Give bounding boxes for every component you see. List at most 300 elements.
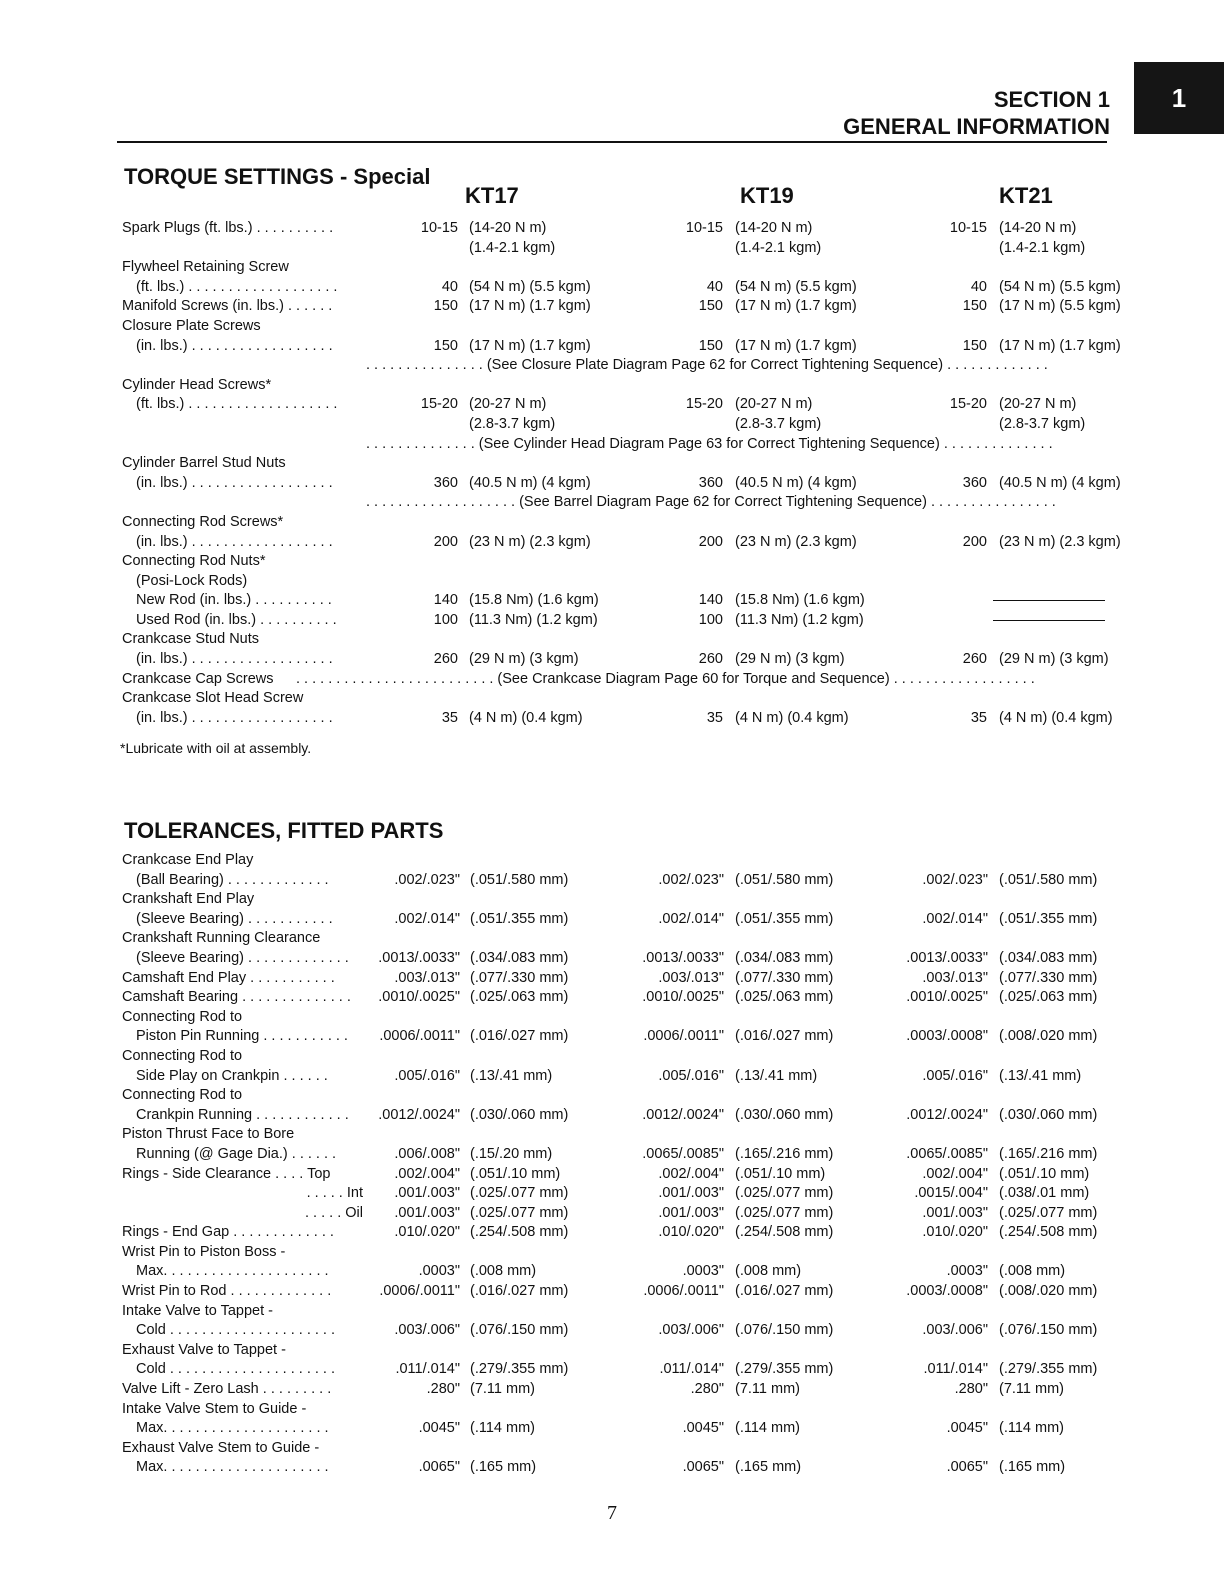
row-label: Running (@ Gage Dia.) . . . . . . bbox=[136, 1145, 337, 1162]
table-row bbox=[0, 513, 1224, 533]
value-kt21: 260 bbox=[962, 651, 987, 668]
value-kt19: 150 bbox=[698, 337, 723, 354]
table-row bbox=[0, 1380, 1224, 1400]
value-kt17: .003/.006" bbox=[394, 1322, 460, 1339]
value-kt19: .0010/.0025" bbox=[642, 989, 724, 1006]
row-label: Piston Pin Running . . . . . . . . . . . bbox=[136, 1028, 348, 1045]
value-kt21: .0015/.004" bbox=[914, 1185, 988, 1202]
model-header-kt21: KT21 bbox=[999, 183, 1053, 208]
page-number: 7 bbox=[607, 1502, 617, 1524]
metric-kt17: (.025/.063 mm) bbox=[470, 989, 569, 1006]
value-kt21: .0045" bbox=[946, 1420, 988, 1437]
metric-kt19: (.165 mm) bbox=[735, 1459, 802, 1476]
metric-kt19: (17 N m) (1.7 kgm) bbox=[735, 337, 857, 354]
table-row bbox=[0, 356, 1224, 376]
value-kt21: .002/.023" bbox=[922, 871, 988, 888]
value-kt19: 150 bbox=[698, 298, 723, 315]
metric-kt19: (.279/.355 mm) bbox=[735, 1361, 834, 1378]
table-row bbox=[0, 851, 1224, 871]
metric-kt21: (.025/.063 mm) bbox=[999, 989, 1098, 1006]
value-kt17: .0003" bbox=[418, 1263, 460, 1280]
row-note: . . . . . . . . . . . . . . . (See Closure Plate Diagram Page 62 for Correct Tightening Sequence) . . . . . . . . . . . . . bbox=[366, 357, 1048, 374]
table-row bbox=[0, 1262, 1224, 1282]
value-kt19: .0006/.0011" bbox=[643, 1283, 724, 1300]
value-kt21: .0003" bbox=[946, 1263, 988, 1280]
value-kt17: .0006/.0011" bbox=[379, 1028, 460, 1045]
value-kt21: .0010/.0025" bbox=[906, 989, 988, 1006]
table-row bbox=[0, 395, 1224, 415]
table-row bbox=[0, 910, 1224, 930]
value-kt17: 15-20 bbox=[420, 396, 458, 413]
value-kt21: 10-15 bbox=[949, 220, 987, 236]
value-kt19: .002/.004" bbox=[658, 1165, 724, 1182]
metric-kt21: (.030/.060 mm) bbox=[999, 1106, 1098, 1123]
row-label: Crankcase Cap Screws bbox=[122, 670, 274, 687]
lubrication-note: *Lubricate with oil at assembly. bbox=[120, 740, 312, 756]
value-kt19: .011/.014" bbox=[659, 1361, 724, 1378]
row-label: Cylinder Head Screws* bbox=[122, 376, 272, 393]
row-label: Crankpin Running . . . . . . . . . . . . bbox=[136, 1106, 349, 1123]
table-row bbox=[0, 1282, 1224, 1302]
table-row bbox=[0, 415, 1224, 435]
row-label: Spark Plugs (ft. lbs.) . . . . . . . . . . bbox=[122, 220, 334, 236]
row-label: Crankcase Slot Head Screw bbox=[122, 690, 304, 707]
value-kt19: .0003" bbox=[682, 1263, 724, 1280]
value-kt17: .001/.003" bbox=[394, 1204, 460, 1221]
table-row bbox=[0, 871, 1224, 891]
row-label: Max. . . . . . . . . . . . . . . . . . . . . bbox=[136, 1459, 329, 1476]
model-header-kt17: KT17 bbox=[465, 183, 519, 208]
table-row bbox=[0, 1145, 1224, 1165]
metric-kt17: (20-27 N m) bbox=[469, 396, 547, 413]
table-row bbox=[0, 890, 1224, 910]
section-tab-number: 1 bbox=[1171, 82, 1187, 113]
table-row bbox=[0, 278, 1224, 298]
row-label: Connecting Rod to bbox=[122, 1087, 243, 1104]
metric-kt21: (2.8-3.7 kgm) bbox=[999, 415, 1086, 432]
metric-kt21: (.008 mm) bbox=[999, 1263, 1066, 1280]
metric-kt19: (.030/.060 mm) bbox=[735, 1106, 834, 1123]
row-label: Side Play on Crankpin . . . . . . bbox=[136, 1067, 328, 1084]
value-kt17: .011/.014" bbox=[395, 1361, 460, 1378]
table-row bbox=[0, 337, 1224, 357]
metric-kt21: (.051/.580 mm) bbox=[999, 871, 1098, 888]
metric-kt21: (.076/.150 mm) bbox=[999, 1322, 1098, 1339]
value-kt17: 200 bbox=[433, 533, 458, 550]
row-label: Connecting Rod to bbox=[122, 1047, 243, 1064]
table-row bbox=[0, 239, 1224, 259]
row-label: Crankshaft Running Clearance bbox=[122, 930, 321, 947]
row-label: . . . . . Int bbox=[306, 1185, 363, 1202]
value-kt19: 360 bbox=[698, 474, 723, 491]
metric-kt21: (17 N m) (1.7 kgm) bbox=[999, 337, 1121, 354]
metric-kt19: (.025/.077 mm) bbox=[735, 1204, 834, 1221]
metric-kt19: (1.4-2.1 kgm) bbox=[735, 239, 822, 256]
value-kt19: .003/.006" bbox=[658, 1322, 724, 1339]
table-row bbox=[0, 219, 1224, 239]
row-label: Wrist Pin to Rod . . . . . . . . . . . . . bbox=[122, 1283, 332, 1300]
metric-kt17: (2.8-3.7 kgm) bbox=[469, 415, 556, 432]
table-row bbox=[0, 1360, 1224, 1380]
metric-kt17: (.051/.580 mm) bbox=[470, 871, 569, 888]
table-row bbox=[0, 611, 1224, 631]
metric-kt21: (.025/.077 mm) bbox=[999, 1204, 1098, 1221]
row-label: Connecting Rod Screws* bbox=[122, 513, 284, 530]
table-row bbox=[0, 1027, 1224, 1047]
metric-kt19: (14-20 N m) bbox=[735, 220, 813, 236]
metric-kt17: (23 N m) (2.3 kgm) bbox=[469, 533, 591, 550]
value-kt17: .0065" bbox=[418, 1459, 460, 1476]
row-label: Valve Lift - Zero Lash . . . . . . . . . bbox=[122, 1381, 332, 1398]
metric-kt19: (.025/.063 mm) bbox=[735, 989, 834, 1006]
tolerances-table bbox=[0, 851, 1224, 1478]
metric-kt17: (.051/.10 mm) bbox=[470, 1165, 561, 1182]
row-label: Manifold Screws (in. lbs.) . . . . . . bbox=[122, 298, 333, 315]
row-label: Intake Valve to Tappet - bbox=[122, 1302, 274, 1319]
table-row bbox=[0, 949, 1224, 969]
row-label: Wrist Pin to Piston Boss - bbox=[122, 1243, 286, 1260]
section-heading bbox=[843, 86, 1110, 140]
row-label: Cold . . . . . . . . . . . . . . . . . . . . . bbox=[136, 1361, 336, 1378]
metric-kt17: (29 N m) (3 kgm) bbox=[469, 651, 579, 668]
row-label: Max. . . . . . . . . . . . . . . . . . . . . bbox=[136, 1263, 329, 1280]
value-kt21: .003/.006" bbox=[922, 1322, 988, 1339]
metric-kt21: (.034/.083 mm) bbox=[999, 949, 1098, 966]
table-row bbox=[0, 1184, 1224, 1204]
value-kt19: .001/.003" bbox=[658, 1204, 724, 1221]
value-kt21: 200 bbox=[962, 533, 987, 550]
metric-kt17: (15.8 Nm) (1.6 kgm) bbox=[469, 592, 599, 609]
table-row bbox=[0, 454, 1224, 474]
row-label: Exhaust Valve to Tappet - bbox=[122, 1341, 286, 1358]
value-kt17: .002/.004" bbox=[394, 1165, 460, 1182]
header-rule bbox=[117, 141, 1107, 143]
metric-kt19: (.076/.150 mm) bbox=[735, 1322, 834, 1339]
table-row bbox=[0, 1165, 1224, 1185]
value-kt21: .0065/.0085" bbox=[906, 1145, 988, 1162]
row-label: . . . . . Oil bbox=[304, 1204, 363, 1221]
value-kt17: .0013/.0033" bbox=[378, 949, 460, 966]
row-label: (Sleeve Bearing) . . . . . . . . . . . bbox=[136, 910, 333, 927]
table-row bbox=[0, 572, 1224, 592]
section-number: SECTION 1 bbox=[993, 87, 1110, 112]
row-label: Connecting Rod Nuts* bbox=[122, 553, 266, 570]
metric-kt19: (11.3 Nm) (1.2 kgm) bbox=[735, 611, 864, 628]
value-kt21: .011/.014" bbox=[923, 1361, 988, 1378]
metric-kt21: (.008/.020 mm) bbox=[999, 1283, 1098, 1300]
value-kt21: 15-20 bbox=[949, 396, 987, 413]
metric-kt21: (.165/.216 mm) bbox=[999, 1145, 1098, 1162]
value-kt19: .0065" bbox=[682, 1459, 724, 1476]
value-kt21: 40 bbox=[970, 278, 987, 295]
table-row bbox=[0, 1419, 1224, 1439]
table-row bbox=[0, 988, 1224, 1008]
metric-kt17: (.279/.355 mm) bbox=[470, 1361, 569, 1378]
metric-kt19: (29 N m) (3 kgm) bbox=[735, 651, 845, 668]
metric-kt17: (4 N m) (0.4 kgm) bbox=[469, 709, 583, 726]
metric-kt19: (.051/.580 mm) bbox=[735, 871, 834, 888]
value-kt17: 10-15 bbox=[420, 220, 458, 236]
metric-kt19: (.025/.077 mm) bbox=[735, 1185, 834, 1202]
value-kt19: .0012/.0024" bbox=[642, 1106, 724, 1123]
row-label: Rings - Side Clearance . . . . Top bbox=[122, 1165, 331, 1182]
row-label: Camshaft Bearing . . . . . . . . . . . . . . bbox=[122, 989, 351, 1006]
row-label: Crankcase End Play bbox=[122, 852, 254, 868]
metric-kt21: (7.11 mm) bbox=[999, 1381, 1064, 1398]
metric-kt19: (.051/.355 mm) bbox=[735, 910, 834, 927]
value-kt19: 100 bbox=[698, 611, 723, 628]
table-row bbox=[0, 533, 1224, 553]
value-kt19: 10-15 bbox=[685, 220, 723, 236]
metric-kt17: (11.3 Nm) (1.2 kgm) bbox=[469, 611, 598, 628]
value-kt19: .005/.016" bbox=[658, 1067, 724, 1084]
row-label: Crankcase Stud Nuts bbox=[122, 631, 260, 648]
metric-kt21: (14-20 N m) bbox=[999, 220, 1077, 236]
table-row bbox=[0, 929, 1224, 949]
table-row bbox=[0, 969, 1224, 989]
row-label: Connecting Rod to bbox=[122, 1008, 243, 1025]
table-row bbox=[0, 1125, 1224, 1145]
metric-kt19: (.051/.10 mm) bbox=[735, 1165, 826, 1182]
table-row bbox=[0, 709, 1224, 729]
row-label: Intake Valve Stem to Guide - bbox=[122, 1400, 307, 1417]
row-label: (ft. lbs.) . . . . . . . . . . . . . . . . . . . bbox=[136, 278, 338, 295]
metric-kt19: (.165/.216 mm) bbox=[735, 1145, 834, 1162]
metric-kt21: (23 N m) (2.3 kgm) bbox=[999, 533, 1121, 550]
metric-kt21: (29 N m) (3 kgm) bbox=[999, 651, 1109, 668]
metric-kt17: (.15/.20 mm) bbox=[470, 1145, 553, 1162]
metric-kt21: (54 N m) (5.5 kgm) bbox=[999, 278, 1121, 295]
metric-kt17: (.016/.027 mm) bbox=[470, 1283, 569, 1300]
table-row bbox=[0, 474, 1224, 494]
table-row bbox=[0, 1106, 1224, 1126]
row-label: Used Rod (in. lbs.) . . . . . . . . . . bbox=[136, 611, 337, 628]
value-kt21: .010/.020" bbox=[922, 1224, 988, 1241]
metric-kt17: (.13/.41 mm) bbox=[470, 1067, 553, 1084]
value-kt17: .0012/.0024" bbox=[378, 1106, 460, 1123]
table-row bbox=[0, 258, 1224, 278]
table-row bbox=[0, 1204, 1224, 1224]
metric-kt21: (40.5 N m) (4 kgm) bbox=[999, 474, 1121, 491]
metric-kt21: (.254/.508 mm) bbox=[999, 1224, 1098, 1241]
metric-kt17: (.254/.508 mm) bbox=[470, 1224, 569, 1241]
value-kt21: .0003/.0008" bbox=[906, 1283, 988, 1300]
not-applicable-dash bbox=[993, 600, 1105, 601]
row-label: (in. lbs.) . . . . . . . . . . . . . . . . . . bbox=[136, 474, 333, 491]
value-kt19: 200 bbox=[698, 533, 723, 550]
value-kt17: .0010/.0025" bbox=[378, 989, 460, 1006]
value-kt21: .0065" bbox=[946, 1459, 988, 1476]
section-title: GENERAL INFORMATION bbox=[843, 114, 1110, 139]
row-label: Camshaft End Play . . . . . . . . . . . bbox=[122, 969, 335, 986]
row-label: (in. lbs.) . . . . . . . . . . . . . . . . . . bbox=[136, 651, 333, 668]
table-row bbox=[0, 670, 1224, 690]
value-kt17: .005/.016" bbox=[394, 1067, 460, 1084]
value-kt19: 35 bbox=[706, 709, 723, 726]
row-label: Exhaust Valve Stem to Guide - bbox=[122, 1439, 320, 1456]
metric-kt19: (40.5 N m) (4 kgm) bbox=[735, 474, 857, 491]
value-kt17: 40 bbox=[441, 278, 458, 295]
table-row bbox=[0, 297, 1224, 317]
metric-kt19: (17 N m) (1.7 kgm) bbox=[735, 298, 857, 315]
torque-title: TORQUE SETTINGS - Special bbox=[124, 164, 431, 189]
row-label: Flywheel Retaining Screw bbox=[122, 259, 289, 276]
value-kt17: 140 bbox=[433, 592, 458, 609]
table-row bbox=[0, 1086, 1224, 1106]
metric-kt21: (.13/.41 mm) bbox=[999, 1067, 1082, 1084]
value-kt21: .003/.013" bbox=[922, 969, 988, 986]
metric-kt19: (.077/.330 mm) bbox=[735, 969, 834, 986]
value-kt21: .001/.003" bbox=[922, 1204, 988, 1221]
metric-kt19: (.114 mm) bbox=[735, 1420, 800, 1437]
metric-kt17: (.008 mm) bbox=[470, 1263, 537, 1280]
value-kt21: .0013/.0033" bbox=[906, 949, 988, 966]
value-kt21: .002/.004" bbox=[922, 1165, 988, 1182]
row-label: Crankshaft End Play bbox=[122, 891, 255, 908]
metric-kt17: (.077/.330 mm) bbox=[470, 969, 569, 986]
metric-kt17: (.034/.083 mm) bbox=[470, 949, 569, 966]
metric-kt17: (.051/.355 mm) bbox=[470, 910, 569, 927]
metric-kt21: (.038/.01 mm) bbox=[999, 1185, 1090, 1202]
metric-kt19: (.13/.41 mm) bbox=[735, 1067, 818, 1084]
metric-kt17: (.025/.077 mm) bbox=[470, 1185, 569, 1202]
metric-kt21: (.077/.330 mm) bbox=[999, 969, 1098, 986]
value-kt19: 260 bbox=[698, 651, 723, 668]
metric-kt17: (14-20 N m) bbox=[469, 220, 547, 236]
table-row bbox=[0, 689, 1224, 709]
row-label: Closure Plate Screws bbox=[122, 317, 261, 334]
value-kt17: .002/.014" bbox=[394, 910, 460, 927]
metric-kt17: (40.5 N m) (4 kgm) bbox=[469, 474, 591, 491]
metric-kt19: (15.8 Nm) (1.6 kgm) bbox=[735, 592, 865, 609]
value-kt17: 100 bbox=[433, 611, 458, 628]
metric-kt21: (.051/.355 mm) bbox=[999, 910, 1098, 927]
metric-kt21: (.114 mm) bbox=[999, 1420, 1064, 1437]
table-row bbox=[0, 1458, 1224, 1478]
value-kt19: .280" bbox=[690, 1381, 724, 1398]
value-kt19: .0045" bbox=[682, 1420, 724, 1437]
value-kt17: 35 bbox=[441, 709, 458, 726]
metric-kt19: (.016/.027 mm) bbox=[735, 1283, 834, 1300]
metric-kt17: (1.4-2.1 kgm) bbox=[469, 239, 556, 256]
tolerances-title: TOLERANCES, FITTED PARTS bbox=[124, 818, 444, 843]
metric-kt21: (.165 mm) bbox=[999, 1459, 1066, 1476]
metric-kt19: (.016/.027 mm) bbox=[735, 1028, 834, 1045]
value-kt21: .280" bbox=[954, 1381, 988, 1398]
table-row bbox=[0, 1341, 1224, 1361]
value-kt21: .002/.014" bbox=[922, 910, 988, 927]
metric-kt17: (.030/.060 mm) bbox=[470, 1106, 569, 1123]
metric-kt19: (54 N m) (5.5 kgm) bbox=[735, 278, 857, 295]
row-label: (ft. lbs.) . . . . . . . . . . . . . . . . . . . bbox=[136, 396, 338, 413]
row-note: . . . . . . . . . . . . . . (See Cylinder Head Diagram Page 63 for Correct Tightening Sequence) . . . . . . . . . . . . . . bbox=[366, 435, 1053, 452]
table-row bbox=[0, 493, 1224, 513]
table-row bbox=[0, 1243, 1224, 1263]
metric-kt19: (.008 mm) bbox=[735, 1263, 802, 1280]
metric-kt21: (4 N m) (0.4 kgm) bbox=[999, 709, 1113, 726]
value-kt17: .280" bbox=[426, 1381, 460, 1398]
table-row bbox=[0, 650, 1224, 670]
section-tab bbox=[1134, 62, 1224, 134]
row-label: Piston Thrust Face to Bore bbox=[122, 1126, 295, 1143]
row-label: (Ball Bearing) . . . . . . . . . . . . . bbox=[136, 871, 329, 888]
value-kt19: .0065/.0085" bbox=[642, 1145, 724, 1162]
value-kt21: 35 bbox=[970, 709, 987, 726]
value-kt17: .003/.013" bbox=[394, 969, 460, 986]
metric-kt19: (.254/.508 mm) bbox=[735, 1224, 834, 1241]
value-kt17: .006/.008" bbox=[394, 1145, 460, 1162]
value-kt19: .010/.020" bbox=[658, 1224, 724, 1241]
not-applicable-dash bbox=[993, 620, 1105, 621]
value-kt17: .0006/.0011" bbox=[379, 1283, 460, 1300]
row-label: (in. lbs.) . . . . . . . . . . . . . . . . . . bbox=[136, 337, 333, 354]
metric-kt17: (.114 mm) bbox=[470, 1420, 535, 1437]
metric-kt21: (17 N m) (5.5 kgm) bbox=[999, 298, 1121, 315]
model-header-kt19: KT19 bbox=[740, 183, 794, 208]
table-row bbox=[0, 1400, 1224, 1420]
value-kt21: .0012/.0024" bbox=[906, 1106, 988, 1123]
value-kt19: 15-20 bbox=[685, 396, 723, 413]
table-row bbox=[0, 1223, 1224, 1243]
table-row bbox=[0, 1008, 1224, 1028]
value-kt21: 150 bbox=[962, 337, 987, 354]
metric-kt17: (.076/.150 mm) bbox=[470, 1322, 569, 1339]
value-kt17: .001/.003" bbox=[394, 1185, 460, 1202]
value-kt17: 360 bbox=[433, 474, 458, 491]
value-kt17: 150 bbox=[433, 337, 458, 354]
table-row bbox=[0, 1302, 1224, 1322]
value-kt19: .003/.013" bbox=[658, 969, 724, 986]
metric-kt17: (7.11 mm) bbox=[470, 1381, 535, 1398]
metric-kt17: (17 N m) (1.7 kgm) bbox=[469, 298, 591, 315]
value-kt17: .0045" bbox=[418, 1420, 460, 1437]
value-kt17: 150 bbox=[433, 298, 458, 315]
metric-kt19: (2.8-3.7 kgm) bbox=[735, 415, 822, 432]
metric-kt17: (.016/.027 mm) bbox=[470, 1028, 569, 1045]
metric-kt19: (7.11 mm) bbox=[735, 1381, 800, 1398]
torque-table bbox=[0, 219, 1224, 728]
value-kt19: .002/.014" bbox=[658, 910, 724, 927]
row-label: (in. lbs.) . . . . . . . . . . . . . . . . . . bbox=[136, 533, 333, 550]
metric-kt21: (1.4-2.1 kgm) bbox=[999, 239, 1086, 256]
row-label: (Sleeve Bearing) . . . . . . . . . . . . . bbox=[136, 949, 349, 966]
table-row bbox=[0, 552, 1224, 572]
metric-kt17: (.165 mm) bbox=[470, 1459, 537, 1476]
metric-kt17: (17 N m) (1.7 kgm) bbox=[469, 337, 591, 354]
metric-kt17: (.025/.077 mm) bbox=[470, 1204, 569, 1221]
table-row bbox=[0, 376, 1224, 396]
row-note: . . . . . . . . . . . . . . . . . . . . . . . . . (See Crankcase Diagram Page 60 for Torque and Sequence) . . . . . . . . . . . . . . . . . . bbox=[296, 670, 1035, 687]
table-row bbox=[0, 435, 1224, 455]
row-label: New Rod (in. lbs.) . . . . . . . . . . bbox=[136, 592, 332, 609]
row-label: Rings - End Gap . . . . . . . . . . . . . bbox=[122, 1224, 334, 1241]
value-kt21: .005/.016" bbox=[922, 1067, 988, 1084]
value-kt19: 40 bbox=[706, 278, 723, 295]
value-kt19: .0006/.0011" bbox=[643, 1028, 724, 1045]
table-row bbox=[0, 1321, 1224, 1341]
value-kt21: 360 bbox=[962, 474, 987, 491]
metric-kt21: (.279/.355 mm) bbox=[999, 1361, 1098, 1378]
metric-kt21: (.008/.020 mm) bbox=[999, 1028, 1098, 1045]
table-row bbox=[0, 1439, 1224, 1459]
row-label: (Posi-Lock Rods) bbox=[136, 572, 248, 589]
table-row bbox=[0, 630, 1224, 650]
value-kt17: 260 bbox=[433, 651, 458, 668]
row-label: Cold . . . . . . . . . . . . . . . . . . . . . bbox=[136, 1322, 336, 1339]
table-row bbox=[0, 317, 1224, 337]
row-label: (in. lbs.) . . . . . . . . . . . . . . . . . . bbox=[136, 709, 333, 726]
metric-kt21: (.051/.10 mm) bbox=[999, 1165, 1090, 1182]
